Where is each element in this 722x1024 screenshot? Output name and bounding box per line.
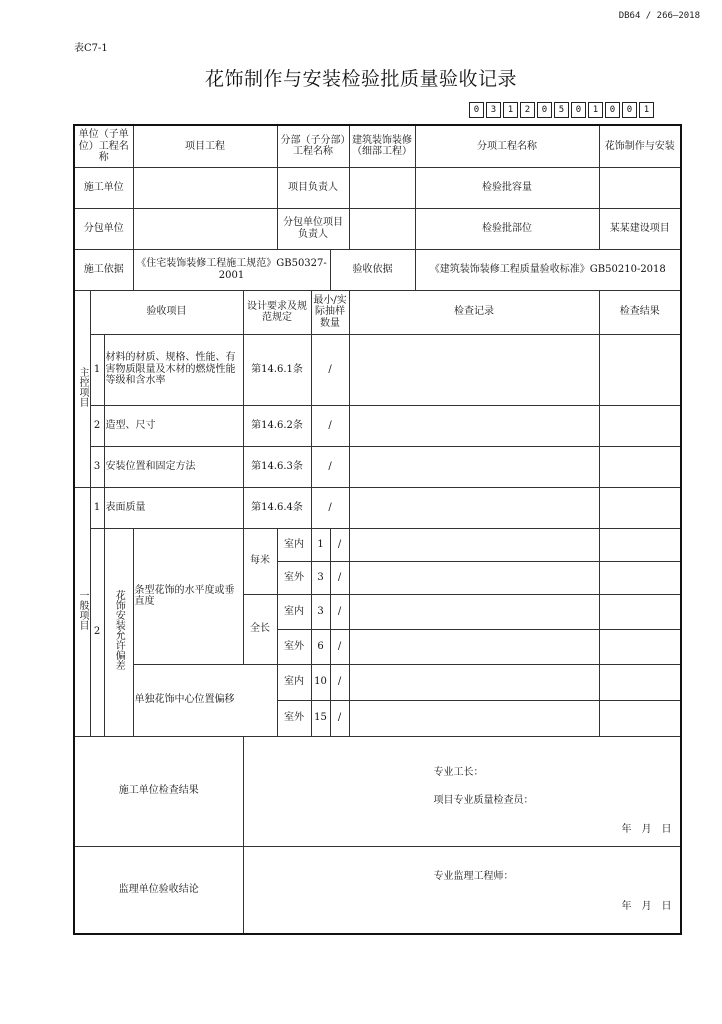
subitem-value[interactable]: 花饰制作与安装 (599, 125, 681, 167)
contractor-value[interactable] (133, 167, 277, 208)
basis-value[interactable]: 《住宅装饰装修工程施工规范》GB50327-2001 (133, 249, 330, 290)
unit-label: 单位（子单位）工程名称 (74, 125, 133, 167)
result-cell[interactable] (599, 664, 681, 700)
location-value[interactable]: 某某建设项目 (599, 208, 681, 249)
gen-item-record[interactable] (349, 487, 599, 528)
gen-item-no: 1 (90, 487, 104, 528)
code-digit-box: 1 (639, 102, 654, 118)
deviation-label: 花饰安装允许偏差 (104, 528, 133, 736)
sample-slash[interactable]: / (330, 561, 349, 594)
general-label: 一般项目 (74, 487, 90, 736)
capacity-value[interactable] (599, 167, 681, 208)
col-record: 检查记录 (349, 290, 599, 334)
tolerance-value: 10 (311, 664, 330, 700)
main-control-label: 主控项目 (74, 290, 90, 487)
code-boxes (467, 102, 654, 118)
sub-pm-value[interactable] (349, 208, 415, 249)
per-meter-label: 每米 (243, 528, 277, 594)
mc-item-req: 第14.6.2条 (243, 405, 311, 446)
record-cell[interactable] (349, 700, 599, 736)
code-digit-box: 0 (469, 102, 484, 118)
supervisor-label: 监理单位验收结论 (74, 846, 243, 934)
acceptance-basis-label: 验收依据 (330, 249, 415, 290)
col-requirement: 设计要求及规范规定 (243, 290, 311, 334)
contractor-date: 年 月 日 (621, 823, 672, 835)
unit-value[interactable]: 项目工程 (133, 125, 277, 167)
gen-item-result[interactable] (599, 487, 681, 528)
gen-item-name: 表面质量 (104, 487, 243, 528)
inspector-label: 项目专业质量检查员： (433, 794, 534, 806)
col-item: 验收项目 (90, 290, 243, 334)
col-sample: 最小/实际抽样数量 (311, 290, 349, 334)
code-digit-box: 0 (571, 102, 586, 118)
pm-label: 项目负责人 (277, 167, 349, 208)
pm-value[interactable] (349, 167, 415, 208)
standard-number: DB64 / 266—2018 (618, 11, 700, 21)
code-digit-box: 3 (486, 102, 501, 118)
tolerance-value: 15 (311, 700, 330, 736)
record-cell[interactable] (349, 528, 599, 561)
mc-item-no: 2 (90, 405, 104, 446)
indoor-label: 室内 (277, 664, 311, 700)
outdoor-label: 室外 (277, 561, 311, 594)
subcontractor-value[interactable] (133, 208, 277, 249)
tolerance-value: 1 (311, 528, 330, 561)
mc-item-record[interactable] (349, 334, 599, 405)
division-label: 分部（子分部）工程名称 (277, 125, 349, 167)
subitem-label: 分项工程名称 (415, 125, 599, 167)
sample-slash[interactable]: / (330, 700, 349, 736)
subcontractor-label: 分包单位 (74, 208, 133, 249)
supervisor-sign-area[interactable] (243, 846, 681, 934)
record-cell[interactable] (349, 594, 599, 629)
result-cell[interactable] (599, 594, 681, 629)
code-digit-box: 5 (554, 102, 569, 118)
outdoor-label: 室外 (277, 700, 311, 736)
mc-item-record[interactable] (349, 446, 599, 487)
result-cell[interactable] (599, 629, 681, 664)
engineer-label: 专业监理工程师： (433, 870, 514, 882)
contractor-check-label: 施工单位检查结果 (74, 736, 243, 846)
mc-item-no: 3 (90, 446, 104, 487)
mc-item-sample[interactable]: / (311, 405, 349, 446)
sample-slash[interactable]: / (330, 528, 349, 561)
mc-item-req: 第14.6.3条 (243, 446, 311, 487)
code-digit-box: 2 (520, 102, 535, 118)
tolerance-value: 3 (311, 594, 330, 629)
record-cell[interactable] (349, 664, 599, 700)
location-label: 检验批部位 (415, 208, 599, 249)
full-length-label: 全长 (243, 594, 277, 664)
code-digit-box: 0 (605, 102, 620, 118)
mc-item-record[interactable] (349, 405, 599, 446)
sub-pm-label: 分包单位项目负责人 (277, 208, 349, 249)
tolerance-value: 3 (311, 561, 330, 594)
page-title: 花饰制作与安装检验批质量验收记录 (204, 68, 517, 90)
mc-item-no: 1 (90, 334, 104, 405)
code-digit-box: 1 (588, 102, 603, 118)
sample-slash[interactable]: / (330, 664, 349, 700)
code-digit-box: 1 (503, 102, 518, 118)
result-cell[interactable] (599, 561, 681, 594)
supervisor-date: 年 月 日 (621, 900, 672, 912)
mc-item-sample[interactable]: / (311, 334, 349, 405)
result-cell[interactable] (599, 528, 681, 561)
mc-item-sample[interactable]: / (311, 446, 349, 487)
form-number: 表C7-1 (74, 43, 108, 54)
contractor-label: 施工单位 (74, 167, 133, 208)
indoor-label: 室内 (277, 594, 311, 629)
record-cell[interactable] (349, 629, 599, 664)
mc-item-result[interactable] (599, 446, 681, 487)
tolerance-value: 6 (311, 629, 330, 664)
foreman-label: 专业工长： (433, 766, 484, 778)
mc-item-name: 材料的材质、规格、性能、有害物质限量及木材的燃烧性能等级和含水率 (104, 334, 243, 405)
outdoor-label: 室外 (277, 629, 311, 664)
indoor-label: 室内 (277, 528, 311, 561)
code-digit-box: 0 (622, 102, 637, 118)
contractor-sign-area[interactable] (243, 736, 681, 846)
mc-item-req: 第14.6.1条 (243, 334, 311, 405)
record-cell[interactable] (349, 561, 599, 594)
single-name: 单独花饰中心位置偏移 (133, 664, 277, 736)
acceptance-table (73, 124, 682, 935)
division-value[interactable]: 建筑装饰装修（细部工程） (349, 125, 415, 167)
gen-item-no: 2 (90, 528, 104, 736)
mc-item-result[interactable] (599, 405, 681, 446)
mc-item-name: 安装位置和固定方法 (104, 446, 243, 487)
strip-name: 条型花饰的水平度或垂直度 (133, 528, 243, 664)
sample-slash[interactable]: / (330, 594, 349, 629)
code-digit-box: 0 (537, 102, 552, 118)
capacity-label: 检验批容量 (415, 167, 599, 208)
gen-item-sample[interactable]: / (311, 487, 349, 528)
gen-item-req: 第14.6.4条 (243, 487, 311, 528)
acceptance-basis-value[interactable]: 《建筑装饰装修工程质量验收标准》GB50210-2018 (415, 249, 681, 290)
basis-label: 施工依据 (74, 249, 133, 290)
sample-slash[interactable]: / (330, 629, 349, 664)
col-result: 检查结果 (599, 290, 681, 334)
mc-item-name: 造型、尺寸 (104, 405, 243, 446)
result-cell[interactable] (599, 700, 681, 736)
mc-item-result[interactable] (599, 334, 681, 405)
